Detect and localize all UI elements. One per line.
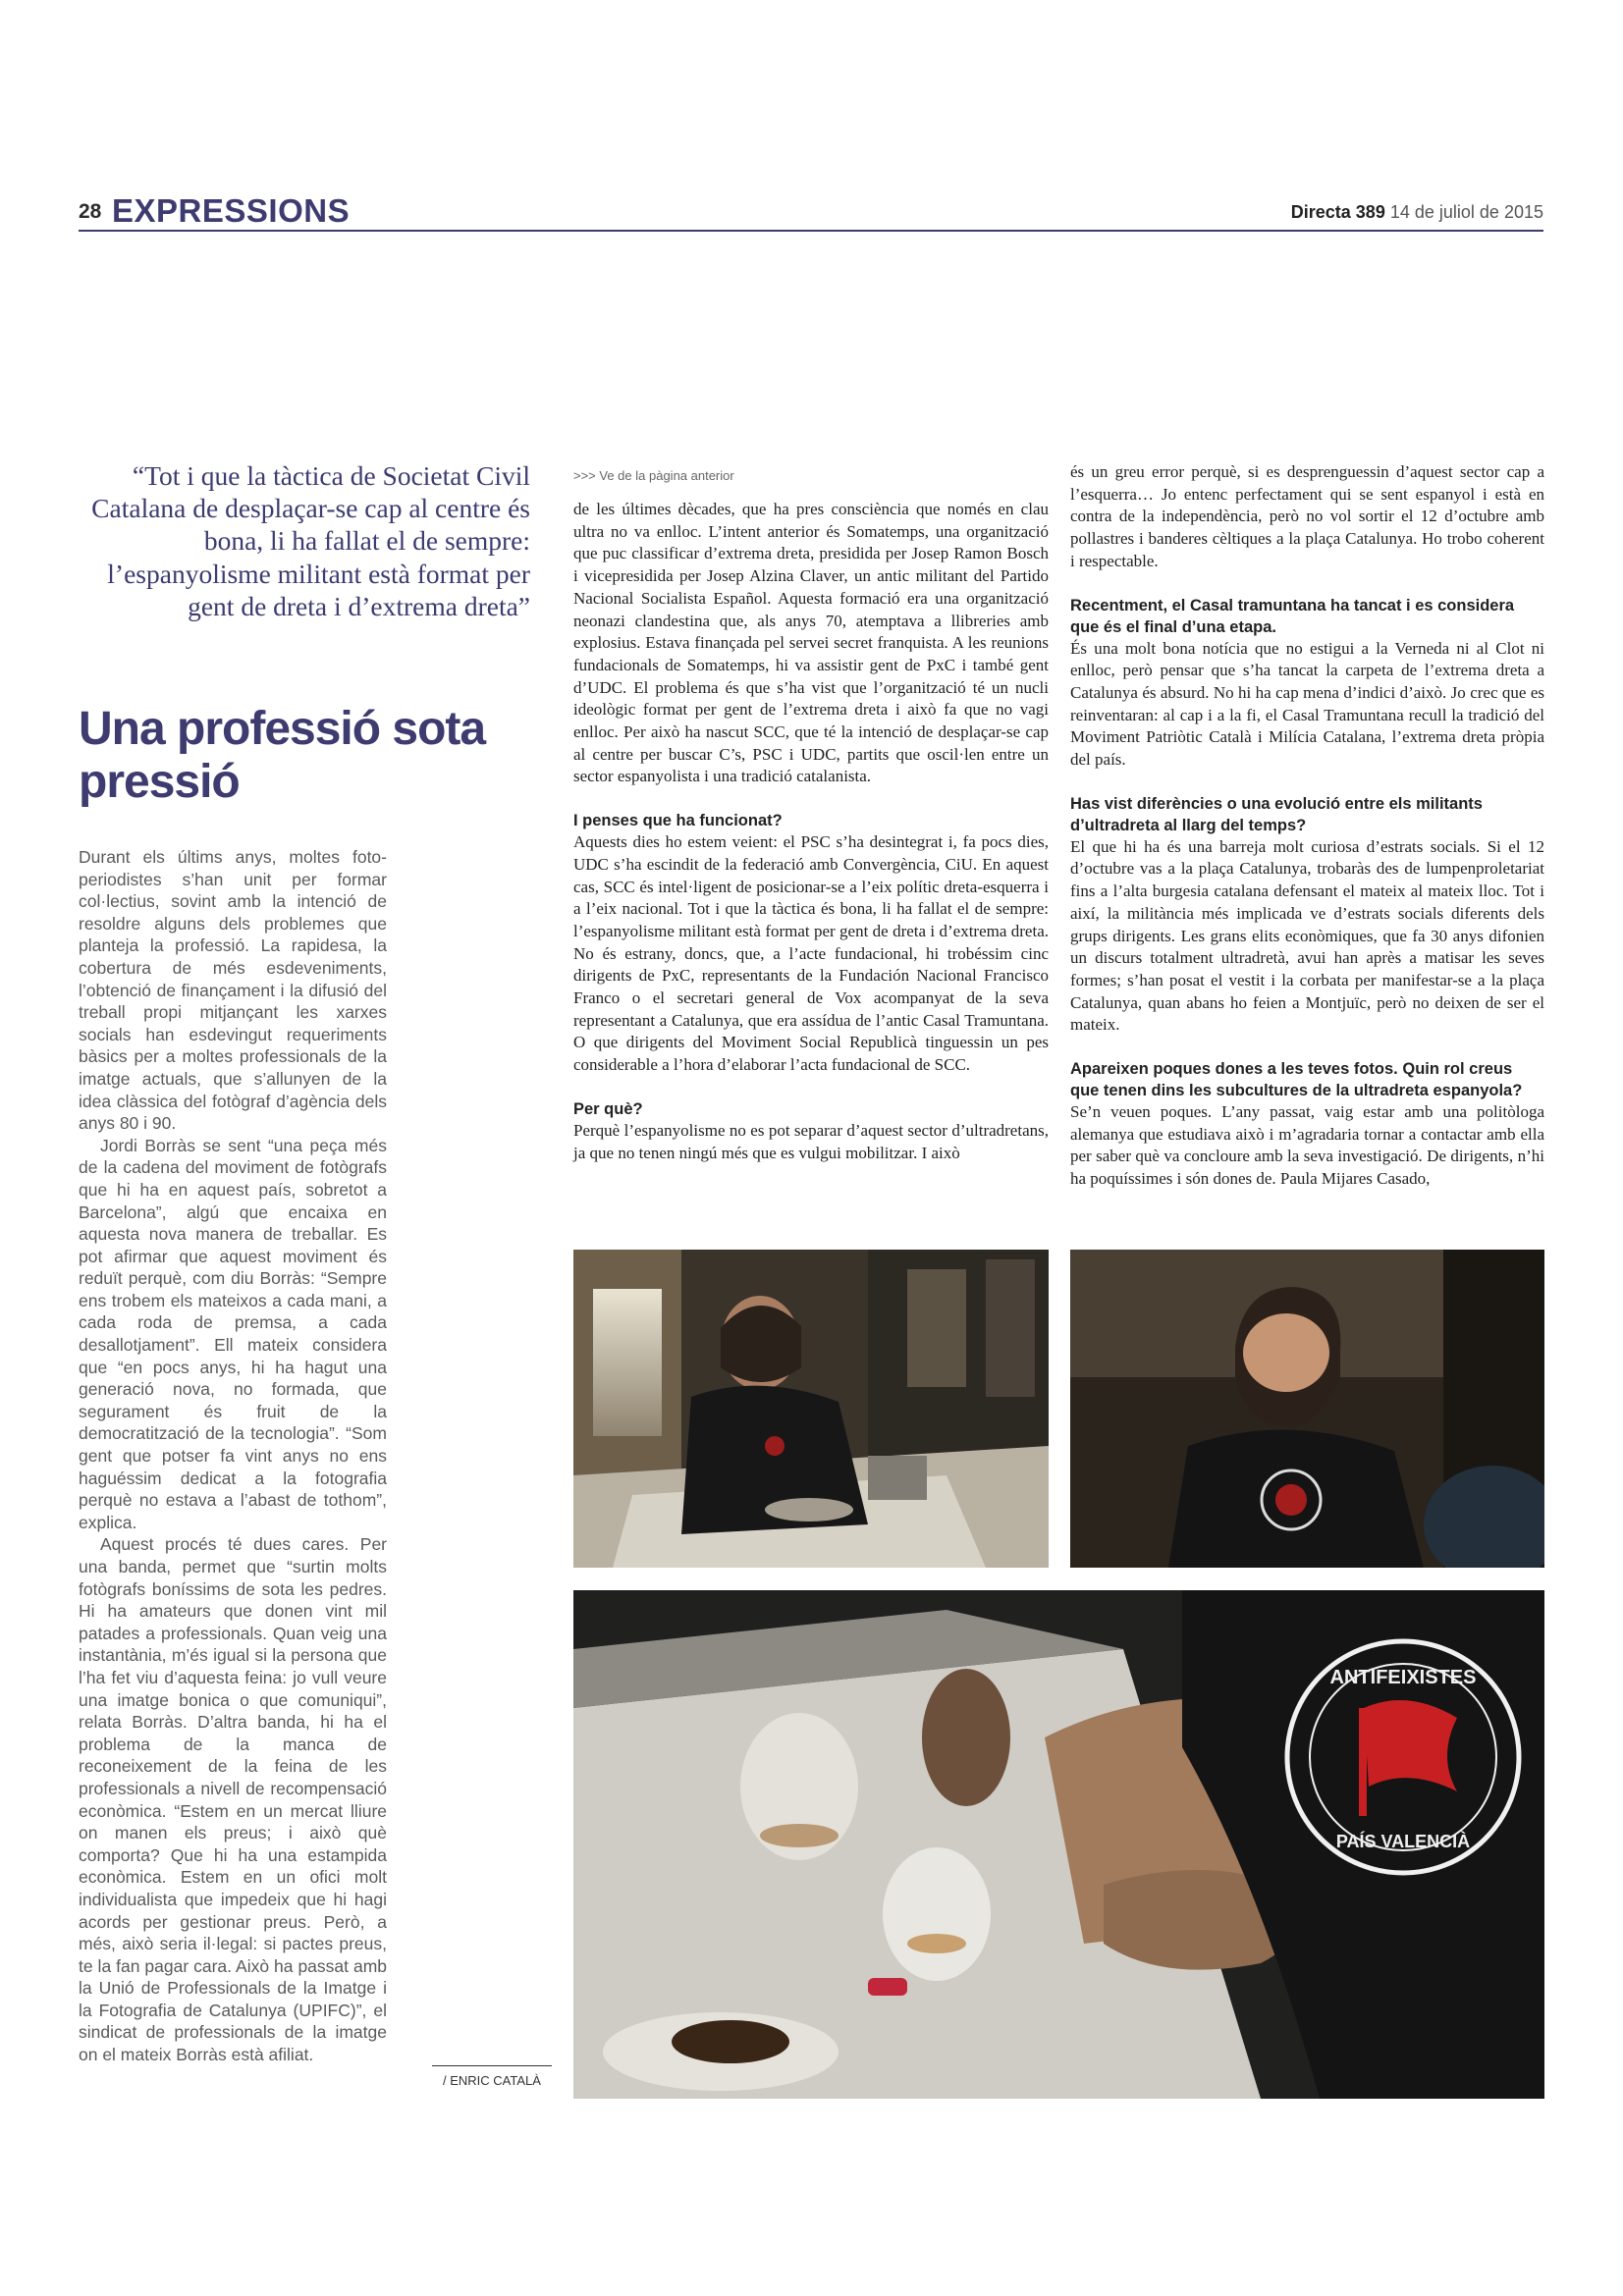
interview-question: Recentment, el Casal tramuntana ha tancat i es considera que és el final d’una etapa. (1070, 596, 1515, 636)
shirt-text-top: ANTIFEIXISTES (1329, 1667, 1477, 1688)
photo-interview-closeup (1070, 1250, 1544, 1568)
answer-paragraph: És una molt bona notícia que no estigui a la Verneda ni al Clot ni enlloc, però pensar que s’ha tancat la carpeta de l’extrema dreta a Catalunya és absurd. No hi ha cap mena d’indici d’això. Jo crec que es reinventaran: al cap i a la fi, el Casal Tramuntana recull la tradició del Moviment Patriòtic Català i Milícia Catalana, l’extrema dreta pròpia del país. (1070, 638, 1544, 770)
continued-from-link[interactable]: >>> Ve de la pàgina anterior (573, 468, 734, 483)
sidebar-headline: Una professió sota pressió (79, 703, 486, 808)
credit-rule (432, 2065, 552, 2066)
answer-paragraph: Perquè l’espanyolisme no es pot separar d’aquest sector d’ultradretans, ja que no tenen ningú més que es vulgui mobilitzar. I això (573, 1120, 1049, 1162)
answer-paragraph: El que hi ha és una barreja molt curiosa d’estrats socials. Si el 12 d’octubre vas a la plaça Catalunya, trobaràs des de lumpenproletariat fins a l’alta burgesia catalana defensant el mateix al mateix lloc. Tot i així, la militància més implicada ve d’estrats socials diferents dels grups dirigents. Les grans elits econòmiques, que fa 30 anys difonien un discurs totalment ultradretà, avui han après a matisar les seves formes; s’han posat el vestit i la corbata per manifestar-se a la plaça Catalunya, quan abans ho feien a Montjuïc, però no deixen de ser el mateix. (1070, 836, 1544, 1035)
issue-date: 14 de juliol de 2015 (1389, 202, 1543, 222)
header-rule (79, 230, 1543, 232)
issue-info (1291, 202, 1543, 223)
sidebar-article (79, 846, 387, 2066)
sidebar-paragraph: Jordi Borràs se sent “una peça més de la cadena del moviment de fotògrafs que hi ha en aquest país, sobretot a Barcelona”, algú que encaixa en aquesta nova manera de treballar. Es pot afirmar que aquest moviment és reduït perquè, com diu Borràs: “Sempre ens trobem els mateixos a cada mani, a cada roda de premsa, a cada desallotjament”. Ell mateix considera que “en pocs anys, hi ha hagut una generació nova, no formada, que segurament és fruit de la democratització de la tecnologia”. “Som gent que potser fa vint anys no ens haguéssim dedicat a la fotografia perquè no estava a l’abast de tothom”, explica. (79, 1135, 387, 1532)
shirt-text-bottom: PAÍS VALENCIÀ (1335, 1832, 1471, 1851)
section-title: EXPRESSIONS (112, 192, 351, 229)
interview-question: I penses que ha funcionat? (573, 812, 783, 830)
answer-paragraph: Aquests dies ho estem veient: el PSC s’ha desintegrat i, fa pocs dies, UDC s’ha escindit de la federació amb Convergència, CiU. En aquest cas, SCC és intel·ligent de posicionar-se a l’eix polític dreta-esquerra i a l’eix nacional. Tot i que la tàctica és bona, li ha fallat el de sempre: l’espanyolisme militant està format per gent de dreta i d’extrema dreta. No és estrany, doncs, que, a l’acte fundacional, hi trobéssim cinc dirigents de PxC, representants de la Fundación Nacional Francisco Franco o el secretari general de Vox acompanyat de la seva representant a Catalunya, que era assídua de l’antic Casal Tramuntana. O que dirigents del Moviment Social Republicà tinguessin un pes considerable a l’hora d’elaborar l’acta fundacional de SCC. (573, 832, 1049, 1075)
interview-column-middle (573, 467, 1049, 1164)
photo-street-cafe (573, 1250, 1049, 1568)
sidebar-paragraph: Durant els últims anys, moltes foto-periodistes s’han unit per formar col·lectius, sovint amb la intenció de resoldre alguns dels problemes que planteja la professió. La rapidesa, la cobertura de més esdeveniments, l’obtenció de finançament i la difusió del treball propi mitjançant les xarxes socials han esdevingut requeriments bàsics per a moltes professionals de la imatge actuals, que s’allunyen de la idea clàssica del fotògraf d’agència dels anys 80 i 90. (79, 847, 387, 1134)
photo-credit: / ENRIC CATALÀ (443, 2073, 541, 2088)
sidebar-paragraph: Aquest procés té dues cares. Per una banda, permet que “surtin molts fotògrafs boníssims de sota les pedres. Hi ha amateurs que donen vint mil patades a professionals. Quan veig una instantània, m’és igual si la persona que l’ha fet viu d’aquesta feina: jo vull veure una imatge bonica o que comuniqui”, relata Borràs. D’altra banda, hi ha el problema de la manca de reconeixement de la feina de les professionals a nivell de recompensació econòmica. “Estem en un mercat lliure on manen els preus; i això què comporta? Que hi ha una estampida econòmica. Estem en un ofici molt individualista que impedeix que hi hagi acords per gestionar preus. Però, a més, això seria il·legal: si pactes preus, te la fan pagar cara. Això ha passat amb la Unió de Professionals de la Imatge i la Fotografia de Catalunya (UPIFC)”, el sindicat de professionals de la imatge on el mateix Borràs està afiliat. (79, 1534, 387, 2065)
publication-name: Directa 389 (1290, 202, 1385, 222)
photo-table-detail (573, 1590, 1544, 2099)
answer-paragraph: és un greu error perquè, si es desprenguessin d’aquest sector cap a l’esquerra… Jo entenc perfectament qui se sent espanyol i està en contra de la independència, però no vol sortir el 12 d’octubre amb pollastres i banderes cèltiques a la plaça Catalunya. Ho trobo coherent i respectable. (1070, 462, 1544, 570)
interview-question: Apareixen poques dones a les teves fotos. Quin rol creus que tenen dins les subcultures de la ultradreta espanyola? (1070, 1060, 1523, 1100)
photo-interview-closeup-image (1070, 1250, 1544, 1568)
interview-question: Has vist diferències o una evolució entre els militants d’ultradreta al llarg del temps? (1070, 794, 1483, 834)
answer-paragraph: Se’n veuen poques. L’any passat, vaig estar amb una politòloga alemanya que estudiava això i m’agradaria tornar a contactar amb ella per saber què va concloure amb la seva investigació. De dirigents, n’hi ha poquíssimes i són dones de. Paula Mijares Casado, (1070, 1102, 1544, 1189)
photo-street-cafe-image (573, 1250, 1049, 1568)
photo-table-detail-image (573, 1590, 1544, 2099)
answer-paragraph: de les últimes dècades, que ha pres consciència que només en clau ultra no va enlloc. L’intent anterior és Somatemps, una organització que puc classificar d’extrema dreta, presidida per Josep Ramon Bosch i vicepresidida per Josep Alzina Claver, un antic militant del Partido Nacional Socialista Español. Aquesta formació era una organització neonazi clandestina que, als anys 70, atemptava a llibreries amb explosius. Estava finançada pel servei secret franquista. A les reunions fundacionals de Somatemps, hi va assistir gent de PxC i també gent d’UDC. El problema és que s’ha vist que l’organització té un nucli ideològic format per gent de l’extrema dreta i això fa que no vagi enlloc. Per això ha nascut SCC, que té la intenció de desplaçar-se cap al centre per buscar C’s, PSC i UDC, partits que oscil·len entre un sector espanyolista i una tradició catalanista. (573, 500, 1049, 786)
interview-column-right (1070, 461, 1544, 1191)
page-number: 28 (79, 200, 102, 223)
interview-question: Per què? (573, 1099, 643, 1118)
pull-quote: “Tot i que la tàctica de Societat Civil Catalana de desplaçar-se cap al centre és bona, li ha fallat el de sempre: l’espanyolisme militant està format per gent de dreta i d’extrema dreta” (91, 460, 530, 621)
